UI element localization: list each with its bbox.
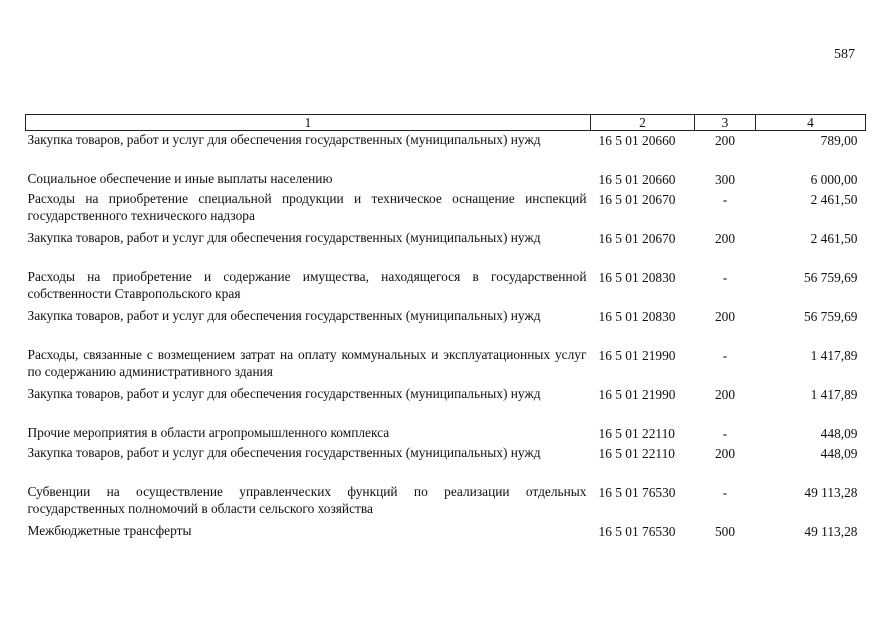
budget-code-cell: 16 5 01 76530 — [598, 524, 676, 539]
amount-cell: 1 417,89 — [810, 348, 858, 363]
table-row — [26, 190, 866, 229]
amount-cell: 789,00 — [820, 133, 858, 148]
budget-code-cell: 16 5 01 20830 — [598, 309, 676, 324]
table-header-row — [26, 115, 866, 131]
budget-code-cell: 16 5 01 20670 — [598, 231, 676, 246]
budget-code-cell: 16 5 01 22110 — [598, 426, 675, 441]
expense-type-cell: 200 — [714, 446, 736, 461]
amount-cell: 49 113,28 — [804, 524, 858, 539]
budget-code-cell: 16 5 01 20830 — [598, 270, 676, 285]
table-row — [26, 131, 866, 171]
expense-type-cell: 500 — [714, 524, 736, 539]
table-row — [26, 444, 866, 483]
expense-name-cell: Закупка товаров, работ и услуг для обеспечения государственных (муниципальных) нужд — [27, 308, 541, 323]
expense-name-cell: Закупка товаров, работ и услуг для обеспечения государственных (муниципальных) нужд — [27, 445, 541, 460]
table-row — [26, 229, 866, 268]
table-row — [26, 268, 866, 307]
budget-code-cell: 16 5 01 21990 — [598, 387, 676, 402]
budget-code-cell: 16 5 01 20660 — [598, 133, 676, 148]
expense-name-cell: Расходы на приобретение и содержание имущества, находящегося в государственной собственности Ставропольского края — [27, 269, 587, 301]
expense-name-cell: Закупка товаров, работ и услуг для обеспечения государственных (муниципальных) нужд — [27, 386, 541, 401]
column-header-sum: 4 — [756, 115, 866, 131]
amount-cell: 49 113,28 — [804, 485, 858, 500]
expense-name-cell: Субвенции на осуществление управленческих функций по реализации отдельных государственных полномочий в области сельского хозяйства — [27, 484, 587, 516]
expense-name-cell: Социальное обеспечение и иные выплаты населению — [27, 171, 333, 186]
table-row — [26, 385, 866, 424]
budget-code-cell: 16 5 01 20660 — [598, 172, 676, 187]
expense-type-cell: - — [722, 192, 728, 207]
amount-cell: 6 000,00 — [810, 172, 858, 187]
expense-type-cell: - — [722, 270, 728, 285]
table-row — [26, 307, 866, 346]
expense-type-cell: 300 — [714, 172, 736, 187]
expense-type-cell: - — [722, 426, 728, 441]
expense-type-cell: - — [722, 485, 728, 500]
table-row — [26, 170, 866, 190]
table-body — [26, 131, 866, 543]
expense-type-cell: 200 — [714, 231, 736, 246]
amount-cell: 2 461,50 — [810, 231, 858, 246]
expense-name-cell: Закупка товаров, работ и услуг для обеспечения государственных (муниципальных) нужд — [27, 230, 541, 245]
amount-cell: 56 759,69 — [803, 309, 858, 324]
expense-type-cell: 200 — [714, 133, 736, 148]
column-header-name: 1 — [26, 115, 591, 131]
amount-cell: 1 417,89 — [810, 387, 858, 402]
expense-type-cell: - — [722, 348, 728, 363]
table-row — [26, 346, 866, 385]
budget-code-cell: 16 5 01 22110 — [598, 446, 675, 461]
expense-type-cell: 200 — [714, 387, 736, 402]
expense-name-cell: Расходы, связанные с возмещением затрат на оплату коммунальных и эксплуатационных услуг по содержанию административного здания — [27, 347, 587, 379]
column-header-code: 2 — [591, 115, 695, 131]
budget-code-cell: 16 5 01 20670 — [598, 192, 676, 207]
table-row — [26, 424, 866, 444]
amount-cell: 56 759,69 — [803, 270, 858, 285]
expense-name-cell: Межбюджетные трансферты — [27, 523, 192, 538]
budget-table — [25, 114, 866, 542]
page-number: 587 — [834, 47, 855, 62]
expense-name-cell: Прочие мероприятия в области агропромышленного комплекса — [27, 425, 390, 440]
budget-code-cell: 16 5 01 76530 — [598, 485, 676, 500]
column-header-type: 3 — [695, 115, 756, 131]
table-row — [26, 483, 866, 522]
table-row — [26, 522, 866, 542]
expense-type-cell: 200 — [714, 309, 736, 324]
expense-name-cell: Закупка товаров, работ и услуг для обеспечения государственных (муниципальных) нужд — [27, 132, 541, 147]
amount-cell: 2 461,50 — [810, 192, 858, 207]
amount-cell: 448,09 — [820, 446, 858, 461]
amount-cell: 448,09 — [820, 426, 858, 441]
expense-name-cell: Расходы на приобретение специальной продукции и техническое оснащение инспекций государственного технического надзора — [27, 191, 587, 223]
budget-code-cell: 16 5 01 21990 — [598, 348, 676, 363]
